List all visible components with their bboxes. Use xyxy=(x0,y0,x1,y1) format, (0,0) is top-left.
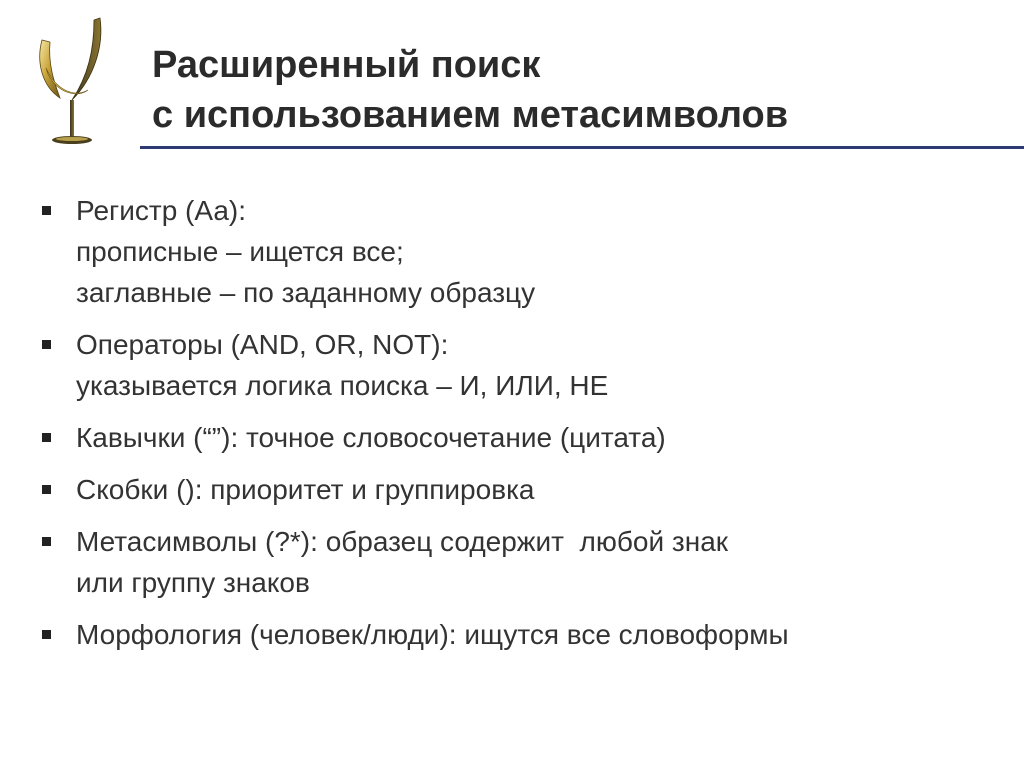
bullet-item-morphology xyxy=(40,614,1000,655)
square-bullet-icon xyxy=(42,630,51,639)
bullet-line: заглавные – по заданному образцу xyxy=(76,277,536,308)
title-line: с использованием метасимволов xyxy=(152,94,789,136)
slide-title xyxy=(152,40,788,140)
bullet-item-operators xyxy=(40,324,1000,406)
bullet-line: или группу знаков xyxy=(76,567,310,598)
bullet-line: Кавычки (“”): точное словосочетание (цитата) xyxy=(76,422,666,453)
square-bullet-icon xyxy=(42,485,51,494)
bullet-list xyxy=(40,190,1000,666)
square-bullet-icon xyxy=(42,340,51,349)
bullet-line: Регистр (Аа): xyxy=(76,195,247,226)
title-underline xyxy=(140,146,1024,149)
bullet-item-brackets xyxy=(40,469,1000,510)
bullet-item-metasymbols xyxy=(40,521,1000,603)
square-bullet-icon xyxy=(42,206,51,215)
bullet-line: Метасимволы (?*): образец содержит любой знак xyxy=(76,526,729,557)
wine-glass-logo-icon xyxy=(28,12,128,152)
bullet-line: прописные – ищется все; xyxy=(76,236,404,267)
bullet-line: Морфология (человек/люди): ищутся все словоформы xyxy=(76,619,789,650)
bullet-line: Скобки (): приоритет и группировка xyxy=(76,474,535,505)
square-bullet-icon xyxy=(42,537,51,546)
title-line: Расширенный поиск xyxy=(152,44,541,86)
square-bullet-icon xyxy=(42,433,51,442)
bullet-line: Операторы (AND, OR, NOT): xyxy=(76,329,449,360)
bullet-item-quotes xyxy=(40,417,1000,458)
bullet-line: указывается логика поиска – И, ИЛИ, НЕ xyxy=(76,370,609,401)
bullet-item-case xyxy=(40,190,1000,313)
